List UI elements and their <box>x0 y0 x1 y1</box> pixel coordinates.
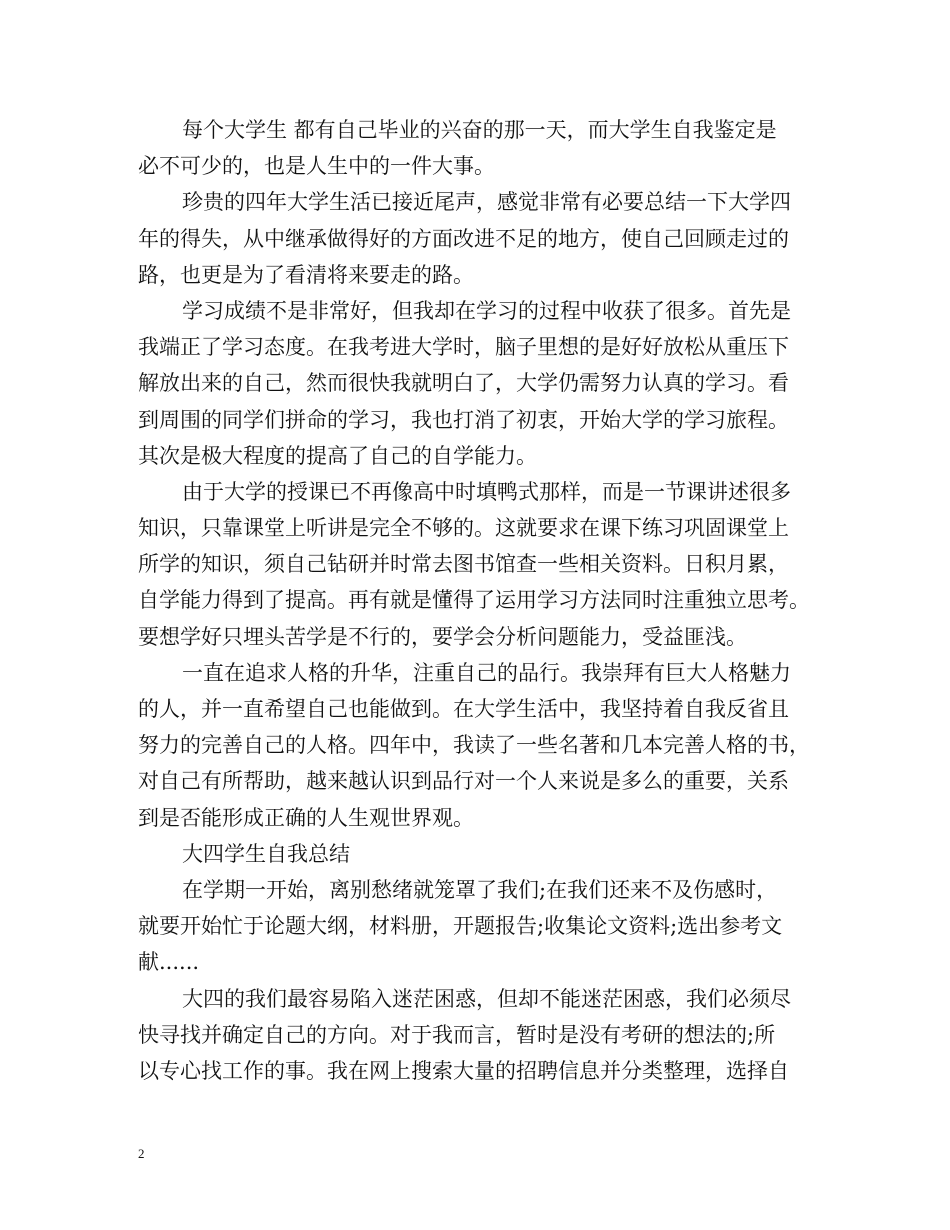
text-line: 珍贵的四年大学生活已接近尾声，感觉非常有必要总结一下大学四 <box>182 190 791 215</box>
text-line: 就要开始忙于论题大纲，材料册，开题报告;收集论文资料;选出参考文 <box>138 914 783 939</box>
text-line: 大四的我们最容易陷入迷茫困惑，但却不能迷茫困惑，我们必须尽 <box>182 986 791 1011</box>
text-line: 努力的完善自己的人格。四年中，我读了一些名著和几本完善人格的书， <box>138 733 810 758</box>
text-line: 献...... <box>138 950 200 975</box>
text-line: 年的得失，从中继承做得好的方面改进不足的地方，使自己回顾走过的 <box>138 226 789 251</box>
text-line: 要想学好只埋头苦学是不行的，要学会分析问题能力，受益匪浅。 <box>138 624 747 649</box>
text-line: 自学能力得到了提高。再有就是懂得了运用学习方法同时注重独立思考。 <box>138 588 810 613</box>
text-line: 解放出来的自己，然而很快我就明白了，大学仍需努力认真的学习。看 <box>138 371 789 396</box>
text-line: 必不可少的，也是人生中的一件大事。 <box>138 154 495 179</box>
text-line: 对自己有所帮助，越来越认识到品行对一个人来说是多么的重要，关系 <box>138 769 789 794</box>
text-line: 学习成绩不是非常好，但我却在学习的过程中收获了很多。首先是 <box>182 298 791 323</box>
text-line: 在学期一开始，离别愁绪就笼罩了我们;在我们还来不及伤感时， <box>182 877 778 902</box>
text-line: 到周围的同学们拼命的学习，我也打消了初衷，开始大学的学习旅程。 <box>138 407 789 432</box>
text-line: 我端正了学习态度。在我考进大学时，脑子里想的是好好放松从重压下 <box>138 335 789 360</box>
text-line: 知识，只靠课堂上听讲是完全不够的。这就要求在课下练习巩固课堂上 <box>138 516 789 541</box>
page-number: 2 <box>138 1146 145 1161</box>
text-line: 的人，并一直希望自己也能做到。在大学生活中，我坚持着自我反省且 <box>138 697 789 721</box>
text-line: 一直在追求人格的升华，注重自己的品行。我崇拜有巨大人格魅力 <box>182 660 791 685</box>
text-line: 由于大学的授课已不再像高中时填鸭式那样，而是一节课讲述很多 <box>182 479 791 504</box>
section-heading: 大四学生自我总结 <box>182 841 350 866</box>
text-line: 以专心找工作的事。我在网上搜索大量的招聘信息并分类整理，选择自 <box>138 1058 789 1083</box>
text-line: 其次是极大程度的提高了自己的自学能力。 <box>138 443 537 468</box>
text-line: 所学的知识，须自己钻研并时常去图书馆查一些相关资料。日积月累， <box>138 552 789 577</box>
text-line: 到是否能形成正确的人生观世界观。 <box>138 805 474 830</box>
text-line: 路，也更是为了看清将来要走的路。 <box>138 262 474 287</box>
text-line: 快寻找并确定自己的方向。对于我而言，暂时是没有考研的想法的;所 <box>138 1022 776 1047</box>
text-line: 每个大学生 都有自己毕业的兴奋的那一天，而大学生自我鉴定是 <box>182 118 777 142</box>
document-body <box>138 112 826 1089</box>
